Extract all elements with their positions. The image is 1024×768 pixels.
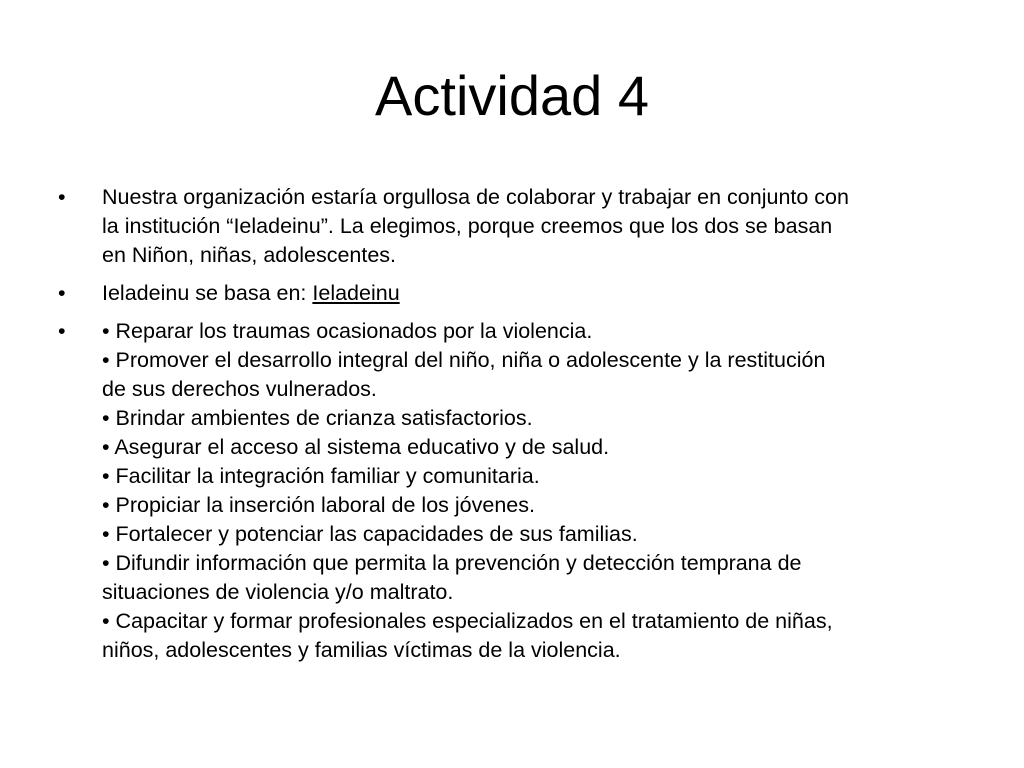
- bullet-item-basis: [58, 279, 958, 308]
- objective-line: • Brindar ambientes de crianza satisfactorios.: [102, 406, 533, 430]
- objective-line: • Facilitar la integración familiar y comunitaria.: [102, 464, 540, 488]
- objective-line: de sus derechos vulnerados.: [102, 377, 377, 401]
- bullet-item-intro: [58, 183, 958, 270]
- bullet-marker: •: [58, 281, 66, 305]
- bullet-marker: •: [58, 185, 66, 209]
- text-line: en Niñon, niñas, adolescentes.: [102, 243, 397, 267]
- basis-text: Ieladeinu se basa en:: [102, 281, 313, 305]
- objective-line: niños, adolescentes y familias víctimas de la violencia.: [102, 638, 621, 662]
- objective-line: • Reparar los traumas ocasionados por la violencia.: [102, 319, 593, 343]
- ieladeinu-link[interactable]: Ieladeinu: [312, 281, 400, 305]
- text-line: la institución “Ieladeinu”. La elegimos, porque creemos que los dos se basan: [102, 214, 833, 238]
- text-line: Nuestra organización estaría orgullosa de colaborar y trabajar en conjunto con: [102, 185, 849, 209]
- bullet-item-objectives: [58, 317, 958, 665]
- objective-line: • Promover el desarrollo integral del niño, niña o adolescente y la restitución: [102, 348, 826, 372]
- objective-line: situaciones de violencia y/o maltrato.: [102, 580, 454, 604]
- bullet-list: [58, 183, 958, 674]
- objective-line: • Difundir información que permita la prevención y detección temprana de: [102, 551, 802, 575]
- bullet-marker: •: [58, 319, 66, 343]
- text-line: [102, 279, 958, 308]
- objective-line: • Fortalecer y potenciar las capacidades de sus familias.: [102, 522, 638, 546]
- slide-title: Actividad 4: [375, 64, 649, 127]
- objective-line: • Asegurar el acceso al sistema educativo y de salud.: [102, 435, 610, 459]
- objective-line: • Capacitar y formar profesionales especializados en el tratamiento de niñas,: [102, 609, 833, 633]
- objective-line: • Propiciar la inserción laboral de los jóvenes.: [102, 493, 535, 517]
